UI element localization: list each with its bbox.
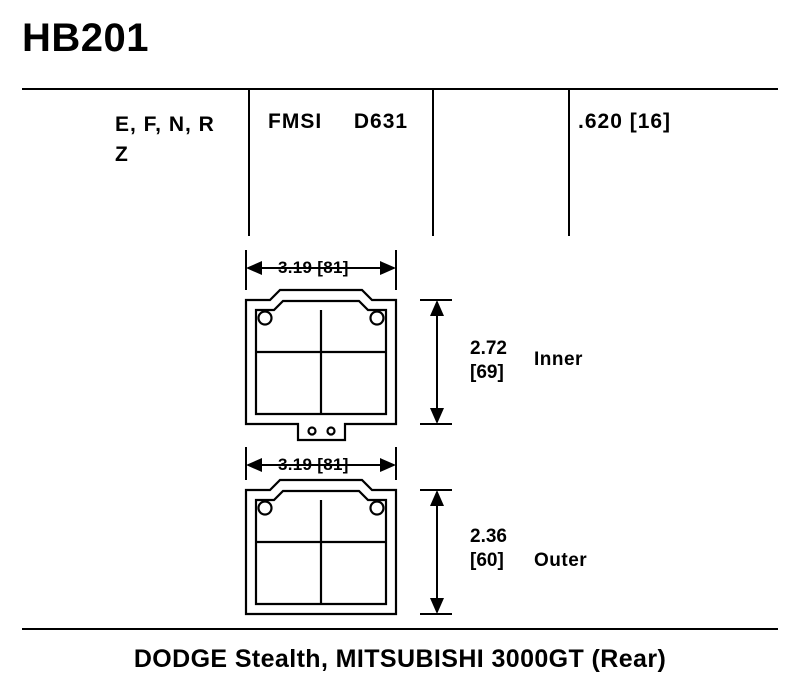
outer-width-dimension: 3.19 [81] xyxy=(278,455,349,474)
inner-height-value: 2.72 xyxy=(470,338,507,359)
divider-top xyxy=(22,88,778,90)
thickness-value: .620 [16] xyxy=(578,110,672,133)
vehicle-application: DODGE Stealth, MITSUBISHI 3000GT (Rear) xyxy=(133,645,667,673)
inner-height-metric: [69] xyxy=(470,362,504,383)
inner-height-dimension xyxy=(470,337,507,385)
fmsi-value: D631 xyxy=(353,110,409,133)
divider-bottom xyxy=(22,628,778,630)
outer-height-dimension-line xyxy=(420,490,452,614)
compound-codes-line2: Z xyxy=(115,143,129,166)
compound-codes xyxy=(115,110,215,170)
fmsi-block xyxy=(268,110,408,134)
part-number: HB201 xyxy=(22,16,150,60)
outer-height-metric: [60] xyxy=(470,550,504,571)
inner-pad-shape xyxy=(246,290,396,440)
outer-pad-label: Outer xyxy=(534,550,588,571)
divider-vertical-3 xyxy=(568,88,570,236)
outer-pad-shape xyxy=(246,480,396,614)
inner-height-dimension-line xyxy=(420,300,452,424)
divider-vertical-1 xyxy=(248,88,250,236)
divider-vertical-2 xyxy=(432,88,434,236)
compound-codes-line1: E, F, N, R xyxy=(115,113,215,136)
fmsi-label: FMSI xyxy=(268,110,323,133)
inner-pad-label: Inner xyxy=(534,349,583,370)
outer-height-dimension xyxy=(470,525,507,573)
inner-width-dimension: 3.19 [81] xyxy=(278,258,349,277)
outer-height-value: 2.36 xyxy=(470,526,507,547)
